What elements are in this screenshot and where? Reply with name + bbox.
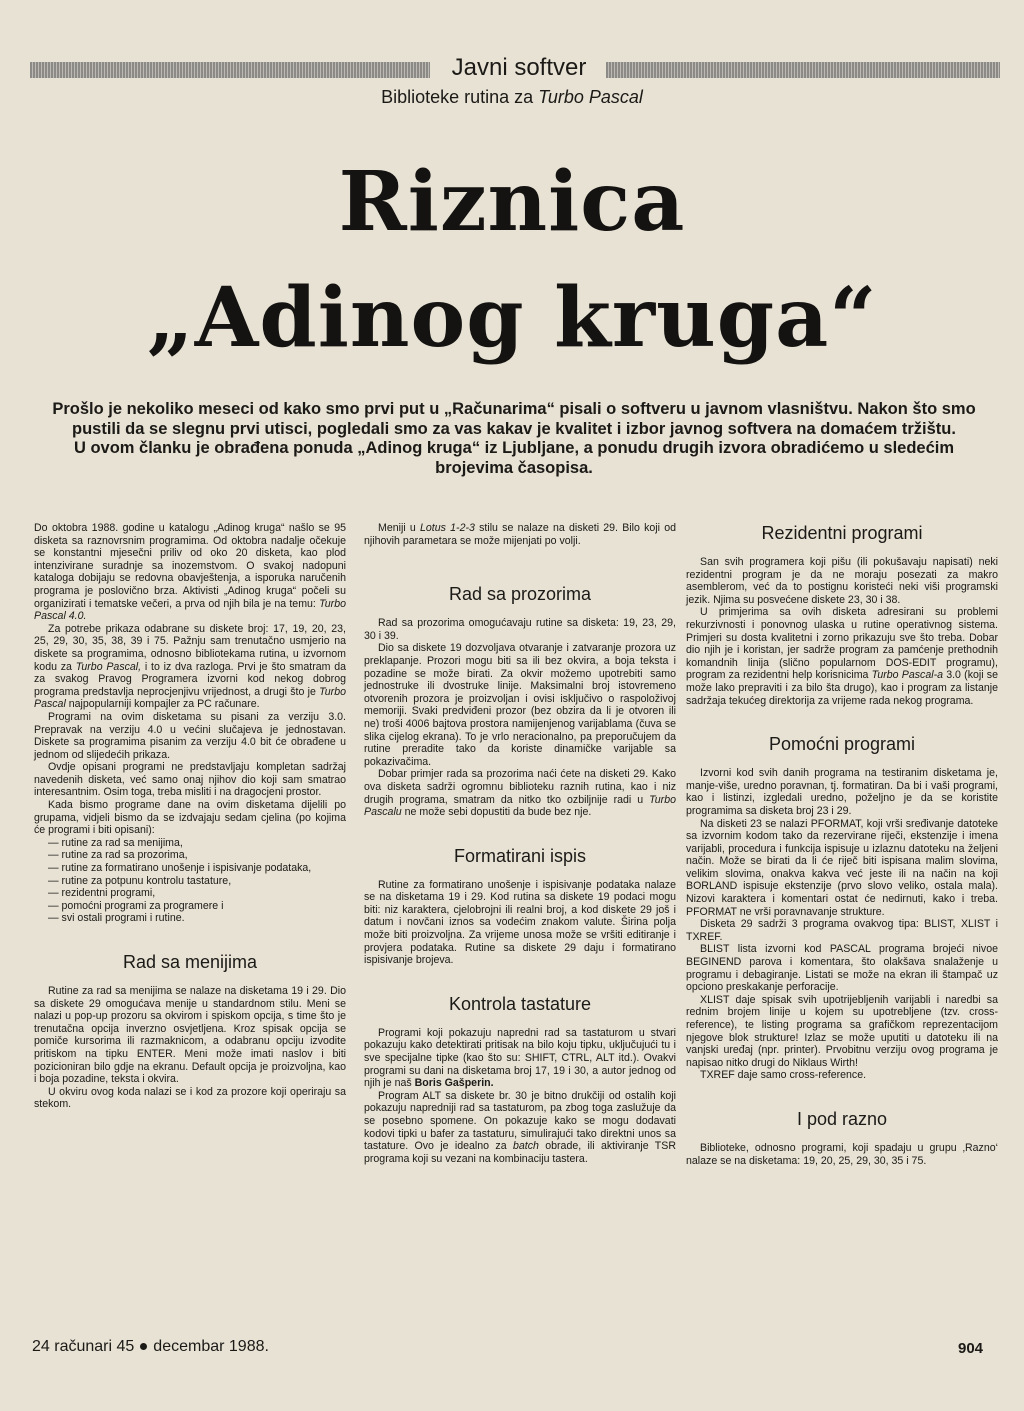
body-paragraph: Disketa 29 sadrži 3 programa ovakvog tipa: BLIST, XLIST i TXREF.	[686, 918, 998, 943]
body-paragraph: Izvorni kod svih danih programa na testiranim disketama je, manje-više, uredno poravnan, tj. formatiran. Da bi i vaši programi, kao i listinzi, izgledali uredno, poželjno je da se koristite programima sa disketa broj 23 i 29.	[686, 767, 998, 817]
column-2	[364, 522, 676, 1165]
text-emphasis: Turbo Pascal,	[75, 660, 142, 673]
body-paragraph: Kada bismo programe dane na ovim disketama dijelili po grupama, vidjeli bismo da se izdvajaju sedam cjelina (po kojima će programi i biti opisani):	[34, 799, 346, 837]
section-label: Javni softver	[451, 54, 587, 81]
body-paragraph	[34, 623, 346, 711]
body-paragraph	[364, 1027, 676, 1090]
text-run: 3.0 (koji se može lako prepraviti i za bilo šta drugo), kao i program za listanje sadržaja tekućeg direktorija za vrijeme rada nekog programa.	[686, 669, 998, 707]
list-item: — rutine za potpunu kontrolu tastature,	[48, 874, 232, 887]
text-run: Meniji u	[378, 522, 421, 534]
body-paragraph	[364, 1090, 676, 1166]
heading-menus: Rad sa menijima	[122, 952, 258, 972]
body-paragraph: BLIST lista izvorni kod PASCAL programa brojeći nivoe BEGINEND parova i komentara, što olakšava snalaženje u programu i debagiranje. Listati se može na ekran ili štampač uz opciono preskakanje perforacije.	[686, 943, 998, 994]
heading-windows: Rad sa prozorima	[448, 584, 592, 605]
heading-keyboard: Kontrola tastature	[448, 993, 592, 1014]
body-paragraph: San svih programera koji pišu (ili pokušavaju napisati) neki rezidentni program je da ne moraju posezati za makro asemblerom, već da to postignu koristeći neki viši programski jezik. Njima su posvećene diskete 23, 30 i 38.	[686, 556, 998, 606]
lead-paragraphs	[42, 400, 986, 478]
subtitle-emphasis: Turbo Pascal	[538, 87, 643, 107]
list-item: — rutine za formatirano unošenje i ispisivanje podataka,	[48, 862, 312, 875]
author-name: Boris Gašperin.	[414, 1077, 494, 1090]
text-emphasis: Lotus 1-2-3	[420, 522, 475, 534]
body-paragraph: TXREF daje samo cross-reference.	[700, 1069, 867, 1082]
body-paragraph	[34, 522, 346, 623]
body-paragraph: Na disketi 23 se nalazi PFORMAT, koji vrši sređivanje datoteke sa izvornim kodom tako da rezervirane riječi, ekstenzije i imena varijabli, procedura i funkcija ispisuje u izlaznu datoteku na željeni način. Može se birati da li će riječ biti ispisana malim slovima, velikim slovima, onakva kakva već jeste ili na način na koji BORLAND ispisuje ekstenzije (prvo slovo veliko, ostala mala). Nizovi karaktera i komentari ostat će nedirnuti, kako i treba. PFORMAT ne vrši poravnavanje strukture.	[686, 817, 998, 918]
body-paragraph: XLIST daje spisak svih upotrijebljenih varijabli i naredbi sa rednim brojem linije u kojem su upotrebljene (tzv. cross-reference), te listing programa sa grafičkom reprezentacijom njegove blok strukture! Izlaz se može uputiti u datoteku ili na vanjski uređaj (npr. printer). Prvobitnu verziju ovog programa je napisao nitko drugi do Niklaus Wirth!	[686, 993, 998, 1069]
text-run: U primjerima sa ovih disketa adresirani su problemi rekurzivnosti i ponovnog ulaska u rutine operativnog sistema. Primjeri su dosta kvalitetni i zorno prikazuju sve što treba. Dobar dio njih je i koristan, jer sadrže program za pamćenje prethodnih komandnih linija (slično popularnom DOS-EDIT programu), program za rezidentni help korisnicima	[686, 606, 998, 682]
footer-issue: 24 računari 45	[32, 1338, 135, 1355]
text-run: Dobar primjer rada sa prozorima naći ćete na disketi 29. Kako ova disketa sadrži ogromnu biblioteku raznih rutina, kao i niz drugih programa, smatram da nitko tko ozbiljnije radi u	[364, 768, 676, 806]
text-run: i to iz dva razloga. Prvi je što smatram da za svakog Pravog Programera izvorni kod nekog dobrog programa predstavlja neprocjenjivu vrijednost, a drugi što je	[34, 660, 346, 698]
page-code: 904	[958, 1340, 984, 1357]
text-emphasis: Turbo Pascal 4.0.	[34, 597, 346, 623]
headline-line-2: „Adinog kruga“	[146, 270, 878, 366]
heading-resident: Rezidentni programi	[761, 523, 923, 543]
body-paragraph	[686, 606, 998, 707]
subtitle	[0, 86, 1024, 108]
text-run: Program ALT sa diskete br. 30 je bitno drukčiji od ostalih koji pokazuju napredniji rad sa tastaturom, pa zbog toga zaslužuje da se posebno spomene. On pokazuje kako se mogu dodavati kodovi tipki u bafer za tastaturu, simulirajući tako direktni unos sa tastature. Ovo je idealno za	[364, 1089, 676, 1153]
headline-line-1: Riznica	[338, 154, 686, 250]
subtitle-text: Biblioteke rutina za	[381, 87, 539, 107]
body-paragraph: Ovdje opisani programi ne predstavljaju kompletan sadržaj navedenih disketa, već samo onaj njihov dio koji sam smatrao interesantnim. Osim toga, treba misliti i na dragocjeni prostor.	[34, 761, 346, 799]
body-paragraph	[364, 522, 676, 547]
list-item: — pomoćni programi za programere i	[48, 899, 224, 912]
footer-date: decembar 1988.	[153, 1338, 269, 1355]
list-item: — rutine za rad sa prozorima,	[48, 849, 188, 862]
bullet-dot-icon	[140, 1343, 147, 1350]
text-run: stilu se nalaze na disketi 29. Bilo koji od njihovih parametara se može mijenjati po volji.	[364, 522, 677, 547]
list-item: — svi ostali programi i rutine.	[48, 912, 185, 925]
text-emphasis: Turbo Pascalu	[364, 793, 676, 819]
section-stripe-right	[606, 62, 1000, 78]
text-run: ne može sebi dopustiti da bude bez nje.	[401, 806, 592, 819]
text-emphasis: Turbo Pascal	[34, 685, 346, 711]
body-paragraph: Rad sa prozorima omogućavaju rutine sa disketa: 19, 23, 29, 30 i 39.	[364, 617, 676, 642]
text-emphasis: Turbo Pascal-a	[871, 669, 943, 682]
text-run: obrade, ili aktiviranje TSR programa koji su vezani na kombinaciju tastera.	[364, 1140, 676, 1165]
program-group-list	[34, 837, 346, 925]
heading-misc: I pod razno	[796, 1108, 888, 1129]
body-paragraph: Biblioteke, odnosno programi, koji spadaju u grupu ‚Razno‘ nalaze se na disketama: 19, 20, 25, 29, 30, 35 i 75.	[686, 1141, 998, 1167]
heading-formatted-output: Formatirani ispis	[453, 845, 587, 866]
text-run: Programi koji pokazuju napredni rad sa tastaturom u stvari pokazuju kako detektirati pritisak na bilo koju tipku, uključujući tu i sve specijalne tipke (kao što su: SHIFT, CTRL, ALT itd.). Ovakvi programi su dani na disketama broj 17, 19 i 30, a autor jednog od njih je naš	[364, 1026, 676, 1090]
body-paragraph	[364, 768, 676, 818]
body-paragraph: Rutine za rad sa menijima se nalaze na disketama 19 i 29. Dio sa diskete 29 omogućava menije u standardnom stilu. Meni se nalazi u pop-up prozoru sa okvirom i spiskom opcija, s time što je trenutačna opcija inverzno osvjetljena. Kroz spisak opcija se pomiče kursorima ili razmaknicom, a odabranu opciju izvodite pritiskom na tipku ENTER. Meni može imati naslov i biti pozicioniran bilo gdje na ekranu. Default opcija je proizvoljna, kao i boja pozadine, teksta i okvira.	[34, 985, 346, 1086]
lead-paragraph-1: Prošlo je nekoliko meseci od kako smo prvi put u „Računarima“ pisali o softveru u javnom vlasništvu. Nakon što smo pustili da se slegnu prvi utisci, pogledali smo za vas kakav je kvalitet i izbor javnog softvera na domaćem tržištu.	[52, 400, 976, 438]
lead-paragraph-2: U ovom članku je obrađena ponuda „Adinog kruga“ iz Ljubljane, a ponudu drugih izvora obradićemo u sledećim brojevima časopisa.	[73, 439, 955, 477]
body-paragraph: Rutine za formatirano unošenje i ispisivanje podataka nalaze se na disketama 19 i 29. Kod rutina sa diskete 19 podaci mogu biti: niz karaktera, cjelobrojni ili realni broj, a kod diskete 29 još i datum i novčani iznos sa vodećim znakom valute. Širina polja može biti proizvoljna. Za vrijeme unosa može se vršiti editiranje i provjera podataka. Rutine sa diskete 29 daju i formatirano ispisivanje brojeva.	[364, 878, 676, 967]
column-1	[34, 522, 346, 1111]
body-paragraph: U okviru ovog koda nalazi se i kod za prozore koji operiraju sa stekom.	[34, 1085, 346, 1111]
body-paragraph: Dio sa diskete 19 dozvoljava otvaranje i zatvaranje prozora uz preklapanje. Prozori mogu biti sa ili bez okvira, a boja teksta i pozadine se može birati. Za okvir možemo upotrebiti samo jednostruke ili dvostruke linije. Maksimalni broj istovremeno otvorenih prozora je proizvoljan i ovisi isključivo o raspoloživoj memoriji. Svaki predviđeni prozor (bez obzira da li je otvoren ili ne) troši 4006 bajtova prostora namijenjenog varijablama (čuva se slika cijelog ekrana). To je vrlo neracionalno, pa preporučujem da rutine preradite tako da koriste dinamičke varijable sa pokazivačima.	[364, 642, 676, 768]
heading-utility: Pomoćni programi	[768, 734, 916, 755]
section-header	[30, 54, 1000, 81]
column-3	[686, 522, 998, 1167]
text-run: Do oktobra 1988. godine u katalogu „Adinog kruga“ našlo se 95 disketa sa raznovrsnim programima. Od oktobra nadalje očekuje se konstantni mjesečni priliv od oko 20 disketa, kao plod intenzivirane suradnje sa inozemstvom. O svakoj nadopuni kataloga dobijaju se redovna obavještenja, a isporuka naručenih programa je poslovično brza. Aktivisti „Adinog kruga“ počeli su organizirati i tematske večeri, a prva od njih bila je na temu:	[34, 522, 346, 610]
text-run: najpopularniji kompajler za PC računare.	[65, 698, 260, 711]
text-emphasis: batch	[512, 1140, 539, 1153]
body-paragraph: Programi na ovim disketama su pisani za verziju 3.0. Prepravak na verziju 4.0 u većini slučajeva je jednostavan. Diskete sa programima pisanim za verziju 4.0 bit će obrađene u jednom od slijedećih prikaza.	[34, 710, 346, 761]
text-run: Za potrebe prikaza odabrane su diskete broj: 17, 19, 20, 23, 25, 29, 30, 35, 38, 39 i 75. Pažnju sam trenutačno usmjerio na diskete sa programima, odnosno bibliotekama rutina, u izvornom kodu za	[34, 622, 346, 673]
section-stripe-left	[30, 62, 430, 78]
footer-folio	[32, 1337, 269, 1357]
list-item: — rutine za rad sa menijima,	[48, 836, 183, 849]
list-item: — rezidentni programi,	[48, 887, 156, 900]
